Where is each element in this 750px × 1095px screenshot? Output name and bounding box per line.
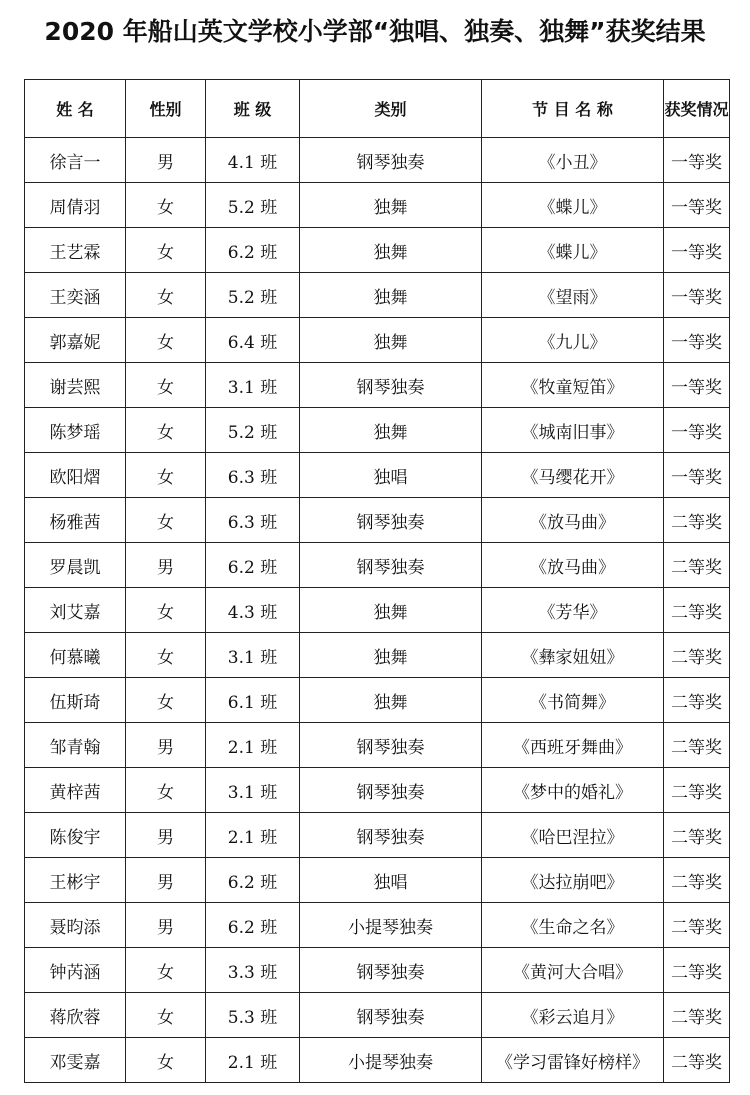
cell-program: 《小丑》 [482,138,664,183]
table-row [25,633,730,678]
cell-award: 二等奖 [664,723,730,768]
cell-name: 郭嘉妮 [25,318,126,363]
header-class: 班 级 [206,80,300,138]
cell-name: 罗晨凯 [25,543,126,588]
cell-award: 二等奖 [664,948,730,993]
cell-award: 二等奖 [664,768,730,813]
cell-award: 一等奖 [664,363,730,408]
cell-program: 《放马曲》 [482,498,664,543]
cell-class: 2.1 班 [206,813,300,858]
table-row [25,993,730,1038]
cell-class: 5.3 班 [206,993,300,1038]
table-row [25,273,730,318]
cell-name: 王彬宇 [25,858,126,903]
cell-class: 4.1 班 [206,138,300,183]
cell-class: 6.3 班 [206,453,300,498]
cell-name: 钟芮涵 [25,948,126,993]
cell-program: 《梦中的婚礼》 [482,768,664,813]
cell-program: 《学习雷锋好榜样》 [482,1038,664,1083]
cell-gender: 女 [126,498,206,543]
table-row [25,813,730,858]
cell-name: 伍斯琦 [25,678,126,723]
table-row [25,723,730,768]
cell-award: 二等奖 [664,1038,730,1083]
cell-class: 5.2 班 [206,408,300,453]
cell-class: 3.3 班 [206,948,300,993]
cell-program: 《蝶儿》 [482,183,664,228]
cell-gender: 男 [126,543,206,588]
cell-class: 3.1 班 [206,768,300,813]
cell-category: 独唱 [300,453,482,498]
table-header-row [25,80,730,138]
cell-program: 《牧童短笛》 [482,363,664,408]
cell-gender: 女 [126,678,206,723]
table-row [25,363,730,408]
cell-program: 《哈巴涅拉》 [482,813,664,858]
table-row [25,408,730,453]
cell-gender: 女 [126,228,206,273]
cell-award: 一等奖 [664,408,730,453]
cell-gender: 女 [126,588,206,633]
table-row [25,1038,730,1083]
cell-category: 钢琴独奏 [300,948,482,993]
cell-gender: 男 [126,858,206,903]
cell-program: 《芳华》 [482,588,664,633]
table-row [25,903,730,948]
cell-category: 钢琴独奏 [300,723,482,768]
cell-name: 欧阳熠 [25,453,126,498]
cell-class: 6.2 班 [206,543,300,588]
cell-name: 何慕曦 [25,633,126,678]
cell-category: 独舞 [300,228,482,273]
cell-award: 一等奖 [664,318,730,363]
cell-name: 杨雅茜 [25,498,126,543]
cell-category: 独唱 [300,858,482,903]
cell-class: 2.1 班 [206,1038,300,1083]
table-row [25,543,730,588]
cell-category: 钢琴独奏 [300,498,482,543]
header-name: 姓 名 [25,80,126,138]
cell-class: 6.2 班 [206,903,300,948]
cell-name: 王奕涵 [25,273,126,318]
cell-category: 小提琴独奏 [300,903,482,948]
cell-name: 陈梦瑶 [25,408,126,453]
cell-category: 钢琴独奏 [300,543,482,588]
header-gender: 性别 [126,80,206,138]
cell-award: 一等奖 [664,228,730,273]
cell-program: 《西班牙舞曲》 [482,723,664,768]
cell-program: 《彝家妞妞》 [482,633,664,678]
cell-award: 二等奖 [664,543,730,588]
cell-gender: 女 [126,273,206,318]
cell-class: 4.3 班 [206,588,300,633]
cell-name: 陈俊宇 [25,813,126,858]
cell-gender: 女 [126,363,206,408]
cell-gender: 女 [126,993,206,1038]
cell-class: 5.2 班 [206,273,300,318]
cell-program: 《城南旧事》 [482,408,664,453]
cell-award: 二等奖 [664,678,730,723]
header-award: 获奖情况 [664,80,730,138]
cell-category: 独舞 [300,678,482,723]
table-row [25,588,730,633]
cell-name: 蒋欣蓉 [25,993,126,1038]
table-row [25,318,730,363]
cell-name: 王艺霖 [25,228,126,273]
cell-gender: 女 [126,408,206,453]
table-row [25,948,730,993]
cell-class: 6.1 班 [206,678,300,723]
header-program: 节 目 名 称 [482,80,664,138]
cell-gender: 女 [126,633,206,678]
cell-award: 二等奖 [664,858,730,903]
cell-program: 《书简舞》 [482,678,664,723]
cell-class: 5.2 班 [206,183,300,228]
cell-gender: 女 [126,948,206,993]
cell-name: 邹青翰 [25,723,126,768]
cell-program: 《生命之名》 [482,903,664,948]
cell-award: 一等奖 [664,138,730,183]
cell-category: 钢琴独奏 [300,813,482,858]
cell-category: 钢琴独奏 [300,993,482,1038]
cell-category: 独舞 [300,183,482,228]
header-category: 类别 [300,80,482,138]
cell-gender: 女 [126,318,206,363]
cell-name: 谢芸熙 [25,363,126,408]
table-row [25,138,730,183]
cell-gender: 女 [126,453,206,498]
cell-program: 《蝶儿》 [482,228,664,273]
cell-gender: 男 [126,903,206,948]
cell-gender: 女 [126,183,206,228]
table-row [25,768,730,813]
cell-name: 聂昀添 [25,903,126,948]
cell-program: 《九儿》 [482,318,664,363]
cell-category: 小提琴独奏 [300,1038,482,1083]
cell-award: 二等奖 [664,498,730,543]
cell-award: 一等奖 [664,453,730,498]
cell-name: 邓雯嘉 [25,1038,126,1083]
cell-category: 独舞 [300,408,482,453]
page-title: 2020 年船山英文学校小学部“独唱、独奏、独舞”获奖结果 [44,17,706,46]
cell-gender: 男 [126,723,206,768]
cell-gender: 男 [126,138,206,183]
cell-award: 二等奖 [664,588,730,633]
cell-class: 2.1 班 [206,723,300,768]
cell-award: 二等奖 [664,813,730,858]
table-row [25,183,730,228]
cell-class: 3.1 班 [206,363,300,408]
results-table [24,79,730,1083]
cell-program: 《马缨花开》 [482,453,664,498]
cell-program: 《彩云追月》 [482,993,664,1038]
cell-class: 3.1 班 [206,633,300,678]
table-row [25,678,730,723]
cell-class: 6.4 班 [206,318,300,363]
cell-class: 6.3 班 [206,498,300,543]
cell-category: 独舞 [300,273,482,318]
cell-program: 《望雨》 [482,273,664,318]
cell-award: 二等奖 [664,903,730,948]
cell-name: 周倩羽 [25,183,126,228]
cell-name: 刘艾嘉 [25,588,126,633]
cell-category: 独舞 [300,318,482,363]
table-row [25,453,730,498]
table-body [25,138,730,1083]
cell-category: 独舞 [300,633,482,678]
cell-category: 钢琴独奏 [300,768,482,813]
cell-gender: 女 [126,768,206,813]
cell-class: 6.2 班 [206,228,300,273]
cell-category: 独舞 [300,588,482,633]
cell-name: 黄梓茜 [25,768,126,813]
cell-category: 钢琴独奏 [300,138,482,183]
table-row [25,498,730,543]
cell-award: 一等奖 [664,273,730,318]
cell-award: 一等奖 [664,183,730,228]
cell-program: 《放马曲》 [482,543,664,588]
cell-award: 二等奖 [664,993,730,1038]
cell-class: 6.2 班 [206,858,300,903]
table-row [25,858,730,903]
cell-gender: 男 [126,813,206,858]
cell-category: 钢琴独奏 [300,363,482,408]
cell-program: 《达拉崩吧》 [482,858,664,903]
cell-gender: 女 [126,1038,206,1083]
cell-name: 徐言一 [25,138,126,183]
table-row [25,228,730,273]
cell-program: 《黄河大合唱》 [482,948,664,993]
cell-award: 二等奖 [664,633,730,678]
